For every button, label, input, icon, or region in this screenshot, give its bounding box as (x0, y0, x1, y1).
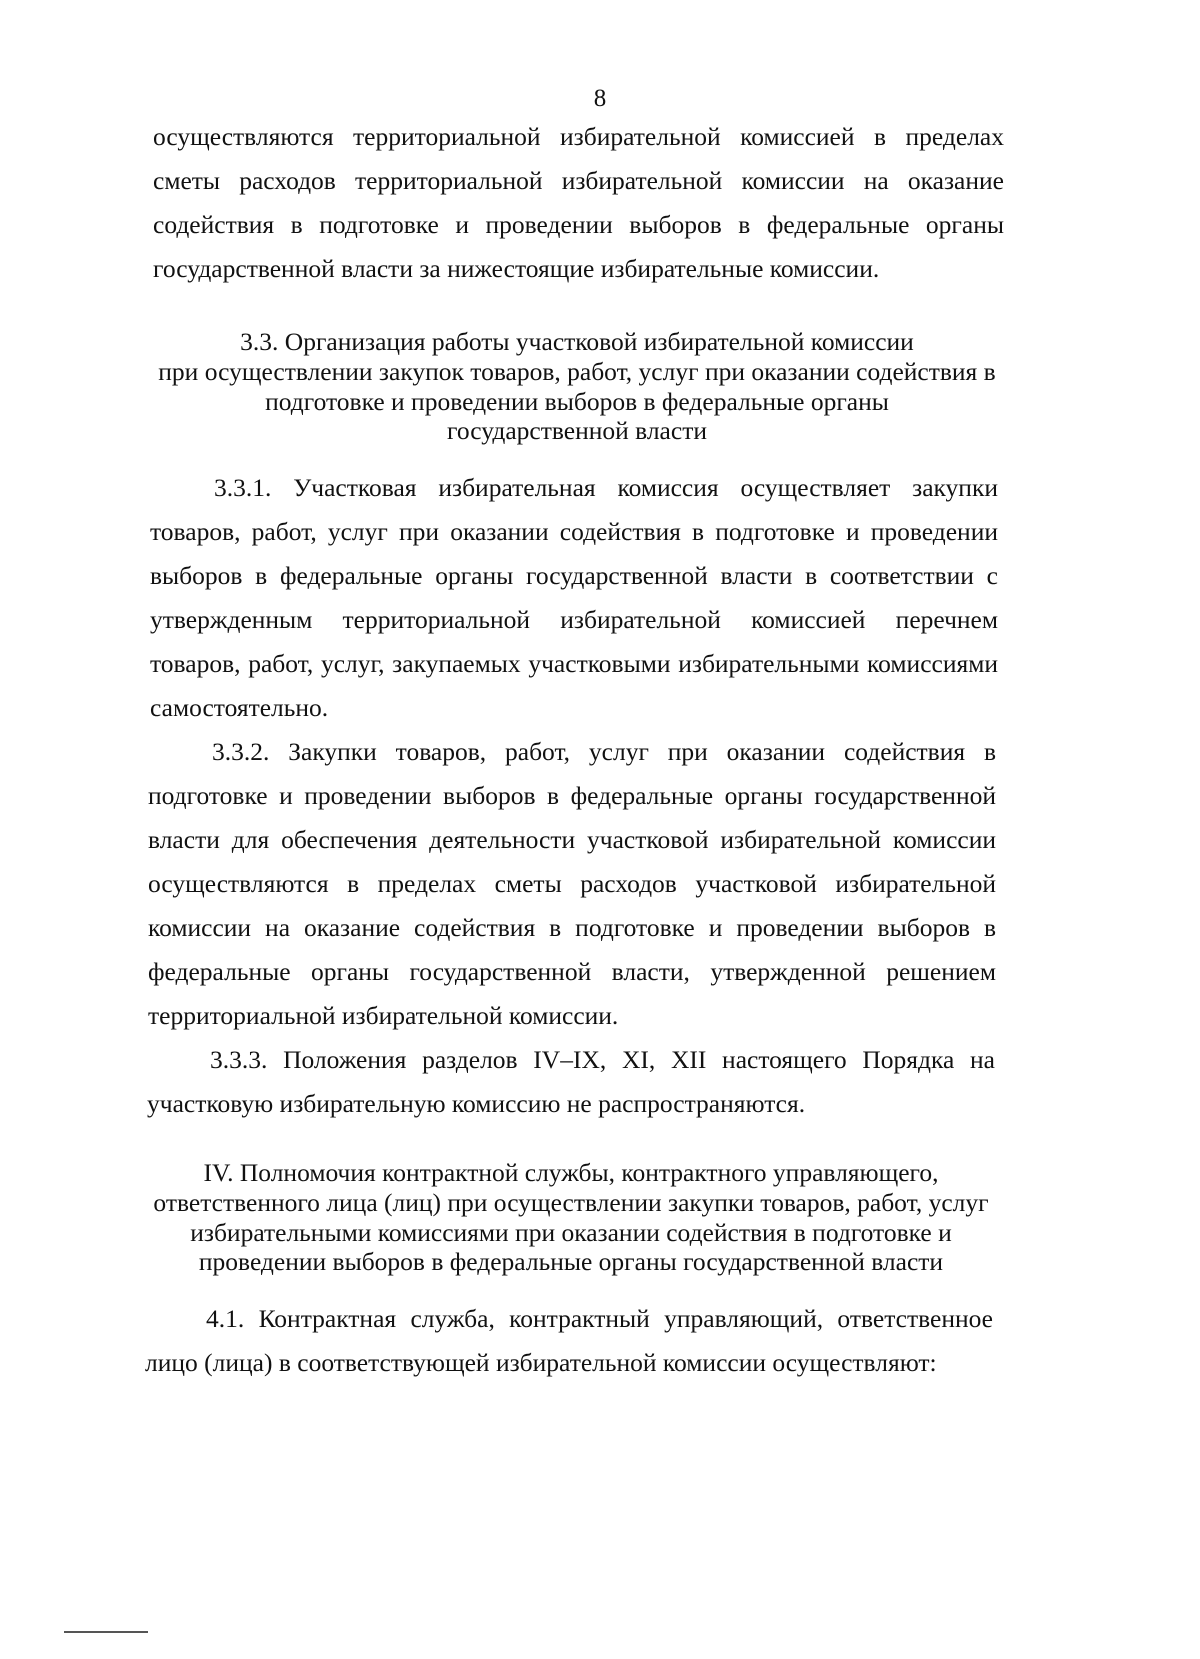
paragraph-line: товаров, работ, услуг при оказании содействия в подготовке и проведении (150, 517, 998, 546)
paragraph-line: лицо (лица) в соответствующей избирательной комиссии осуществляют: (145, 1348, 937, 1377)
section-heading-line: государственной власти (447, 416, 707, 445)
page-number: 8 (593, 85, 607, 112)
paragraph-line: 3.3.2. Закупки товаров, работ, услуг при оказании содействия в (212, 737, 996, 766)
paragraph-line: подготовке и проведении выборов в федеральные органы государственной (148, 781, 996, 810)
paragraph-line: осуществляются территориальной избирательной комиссией в пределах (153, 122, 1004, 151)
paragraph-line: 3.3.3. Положения разделов IV–IX, XI, XII настоящего Порядка на (210, 1045, 995, 1074)
paragraph-line: сметы расходов территориальной избирательной комиссии на оказание (153, 166, 1004, 195)
paragraph-line: 3.3.1. Участковая избирательная комиссия осуществляет закупки (214, 473, 998, 502)
section-heading-line: ответственного лица (лиц) при осуществлении закупки товаров, работ, услуг (153, 1188, 989, 1217)
footnote-separator (64, 1631, 148, 1633)
paragraph-line: самостоятельно. (150, 693, 329, 722)
section-heading-line: 3.3. Организация работы участковой избирательной комиссии (240, 327, 914, 356)
section-heading-line: избирательными комиссиями при оказании содействия в подготовке и (190, 1218, 952, 1247)
paragraph-line: федеральные органы государственной власти, утвержденной решением (148, 957, 996, 986)
section-heading-line: подготовке и проведении выборов в федеральные органы (265, 387, 889, 416)
paragraph-line: 4.1. Контрактная служба, контрактный управляющий, ответственное (206, 1304, 993, 1333)
paragraph-line: территориальной избирательной комиссии. (148, 1001, 619, 1030)
paragraph-line: выборов в федеральные органы государственной власти в соответствии с (150, 561, 998, 590)
section-heading-line: IV. Полномочия контрактной службы, контрактного управляющего, (203, 1158, 939, 1187)
paragraph-line: товаров, работ, услуг, закупаемых участковыми избирательными комиссиями (150, 649, 998, 678)
paragraph-line: содействия в подготовке и проведении выборов в федеральные органы (153, 210, 1004, 239)
paragraph-line: осуществляются в пределах сметы расходов участковой избирательной (148, 869, 996, 898)
paragraph-line: власти для обеспечения деятельности участковой избирательной комиссии (148, 825, 996, 854)
paragraph-line: участковую избирательную комиссию не распространяются. (147, 1089, 806, 1118)
paragraph-line: утвержденным территориальной избирательной комиссией перечнем (150, 605, 998, 634)
section-heading-line: при осуществлении закупок товаров, работ, услуг при оказании содействия в (158, 357, 996, 386)
paragraph-line: комиссии на оказание содействия в подготовке и проведении выборов в (148, 913, 996, 942)
paragraph-line: государственной власти за нижестоящие избирательные комиссии. (153, 254, 880, 283)
section-heading-line: проведении выборов в федеральные органы государственной власти (198, 1247, 944, 1276)
